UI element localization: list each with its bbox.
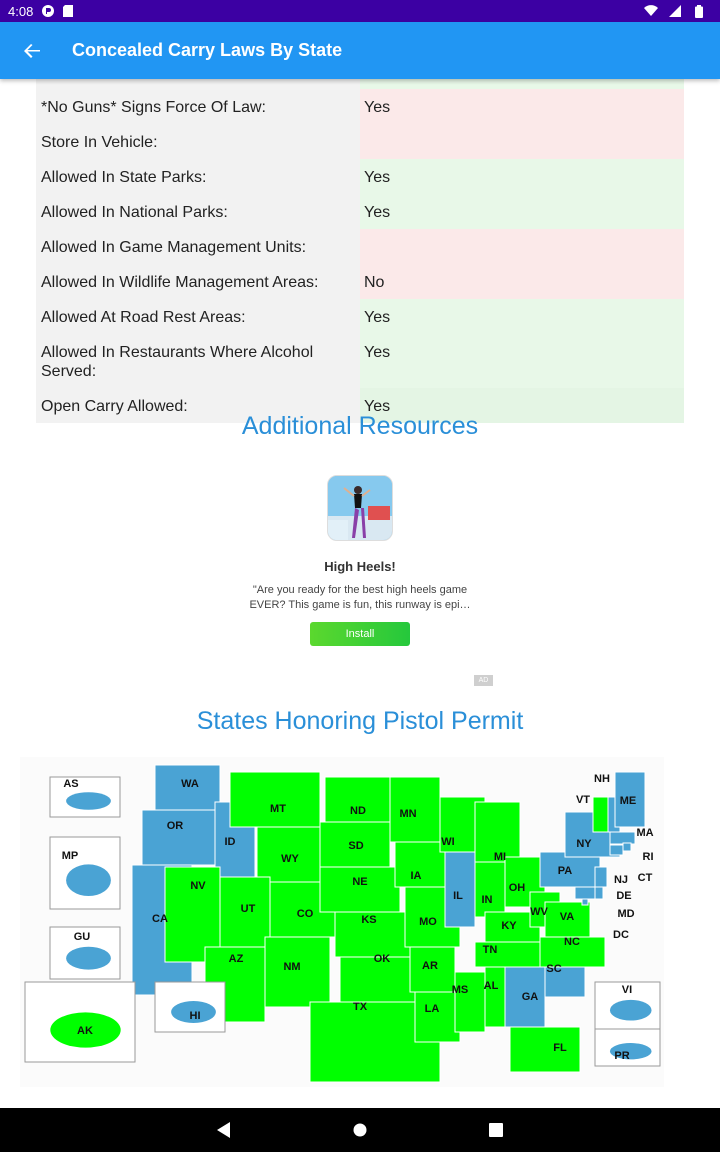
state-shape-la: [415, 992, 460, 1042]
ad-card[interactable]: [240, 475, 480, 646]
state-label-nh: NH: [594, 773, 610, 785]
state-label-wy: WY: [281, 853, 299, 865]
state-label-mn: MN: [399, 808, 417, 820]
state-label-nj: NJ: [613, 874, 629, 886]
state-label-ne: NE: [352, 876, 368, 888]
nav-recents-button[interactable]: [476, 1110, 516, 1150]
state-label-de: DE: [616, 890, 632, 902]
state-shape-fl: [510, 1027, 580, 1072]
state-label-ak: AK: [77, 1025, 93, 1037]
state-label-tn: TN: [482, 944, 498, 956]
state-label-wa: WA: [181, 778, 199, 790]
state-shape-as: [66, 792, 111, 810]
state-label-ga: GA: [521, 991, 539, 1003]
table-row: [36, 299, 684, 334]
state-label-md: MD: [617, 908, 635, 920]
table-row: [36, 334, 684, 388]
row-label: Store In Vehicle:: [36, 124, 360, 159]
ad-app-name: High Heels!: [324, 559, 396, 574]
ad-badge[interactable]: AD: [474, 675, 493, 686]
nav-home-button[interactable]: [340, 1110, 380, 1150]
row-value: Yes: [360, 388, 684, 423]
triangle-back-icon: [217, 1122, 231, 1138]
state-label-ny: NY: [576, 838, 592, 850]
resources-title: Additional Resources: [241, 412, 479, 440]
state-shape-ri: [623, 843, 631, 851]
state-label-mt: MT: [270, 803, 286, 815]
back-button[interactable]: [0, 22, 64, 79]
status-time: 4:08: [8, 3, 34, 19]
state-label-wv: WV: [530, 906, 548, 918]
row-value: [360, 229, 684, 264]
row-label: Allowed In Wildlife Management Areas:: [36, 264, 360, 299]
state-label-ms: MS: [451, 984, 469, 996]
state-label-as: AS: [63, 778, 79, 790]
state-label-ok: OK: [373, 953, 391, 965]
state-label-fl: FL: [553, 1042, 567, 1054]
state-label-ut: UT: [240, 903, 256, 915]
state-label-tx: TX: [352, 1001, 368, 1013]
signal-icon: [668, 4, 682, 18]
nav-back-button[interactable]: [204, 1110, 244, 1150]
state-label-va: VA: [559, 911, 575, 923]
state-label-nc: NC: [564, 936, 580, 948]
table-row: [36, 159, 684, 194]
map-title: States Honoring Pistol Permit: [196, 707, 524, 735]
state-label-vt: VT: [575, 794, 591, 806]
table-top-edge: [36, 79, 684, 89]
state-label-az: AZ: [228, 953, 244, 965]
state-label-mo: MO: [419, 916, 437, 928]
table-row: [36, 89, 684, 124]
state-shape-or: [142, 810, 217, 865]
state-label-ky: KY: [501, 920, 517, 932]
table-row: [36, 264, 684, 299]
state-shape-vt: [593, 797, 608, 832]
row-label: Allowed In Game Management Units:: [36, 229, 360, 264]
state-shape-vi: [610, 1000, 652, 1021]
state-label-wi: WI: [441, 836, 455, 848]
table-row: [36, 194, 684, 229]
ad-description: "Are you ready for the best high heels game EVER? This game is fun, this runway is epi…: [249, 584, 471, 611]
state-label-id: ID: [224, 836, 236, 848]
state-label-il: IL: [453, 890, 463, 902]
state-label-gu: GU: [73, 931, 91, 943]
state-label-nd: ND: [350, 805, 366, 817]
row-label: Allowed In National Parks:: [36, 194, 360, 229]
state-label-ma: MA: [636, 827, 654, 839]
state-label-mp: MP: [61, 850, 79, 862]
state-label-sd: SD: [348, 840, 364, 852]
state-label-nm: NM: [283, 961, 301, 973]
row-value: Yes: [360, 89, 684, 124]
table-row: [36, 124, 684, 159]
state-label-hi: HI: [189, 1010, 201, 1022]
state-shape-de: [595, 887, 603, 899]
back-arrow-icon: [23, 42, 41, 60]
row-label: Allowed In Restaurants Where Alcohol Served:: [36, 334, 360, 388]
state-label-sc: SC: [546, 963, 562, 975]
permit-map: [20, 757, 664, 1087]
state-label-ca: CA: [152, 913, 168, 925]
page-title: Concealed Carry Laws By State: [72, 40, 343, 60]
row-label: Allowed At Road Rest Areas:: [36, 299, 360, 334]
state-shape-ct: [610, 845, 623, 855]
install-button[interactable]: Install: [310, 622, 410, 646]
state-label-or: OR: [166, 820, 184, 832]
state-label-ia: IA: [410, 870, 422, 882]
state-label-la: LA: [424, 1003, 440, 1015]
row-value: No: [360, 264, 684, 299]
state-label-mi: MI: [493, 851, 507, 863]
state-shape-md: [575, 887, 595, 899]
sd-card-icon: [61, 4, 75, 18]
state-label-ct: CT: [637, 872, 653, 884]
state-label-nv: NV: [190, 880, 206, 892]
state-label-pa: PA: [557, 865, 573, 877]
state-shape-dc: [582, 899, 588, 905]
row-value: [360, 124, 684, 159]
status-right: [644, 4, 712, 18]
content-area[interactable]: [0, 79, 720, 1108]
row-value: Yes: [360, 334, 684, 388]
state-label-ri: RI: [642, 851, 654, 863]
state-shape-ma: [610, 832, 635, 844]
state-label-in: IN: [481, 894, 493, 906]
ad-app-icon[interactable]: [327, 475, 393, 541]
row-value: Yes: [360, 194, 684, 229]
state-label-dc: DC: [613, 929, 629, 941]
row-label: *No Guns* Signs Force Of Law:: [36, 89, 360, 124]
state-shape-nj: [595, 867, 607, 887]
row-label: Allowed In State Parks:: [36, 159, 360, 194]
table-row: [36, 229, 684, 264]
state-shape-ms: [455, 972, 485, 1032]
row-label: Open Carry Allowed:: [36, 388, 360, 423]
state-label-pr: PR: [614, 1050, 630, 1062]
state-label-al: AL: [483, 980, 499, 992]
notification-icon: [41, 4, 55, 18]
navigation-bar: [0, 1108, 720, 1152]
row-value: Yes: [360, 159, 684, 194]
state-shape-mp: [66, 864, 111, 896]
state-label-oh: OH: [508, 882, 526, 894]
state-shape-ne: [320, 867, 400, 912]
state-label-ks: KS: [361, 914, 377, 926]
laws-table: [36, 79, 684, 423]
square-recents-icon: [489, 1123, 503, 1137]
state-label-vi: VI: [621, 984, 633, 996]
battery-icon: [692, 4, 706, 18]
state-label-co: CO: [296, 908, 314, 920]
circle-home-icon: [353, 1123, 367, 1137]
status-bar: [0, 0, 720, 22]
state-shape-gu: [66, 947, 111, 970]
state-label-me: ME: [619, 795, 637, 807]
state-shape-in: [475, 862, 505, 917]
app-bar: [0, 22, 720, 79]
wifi-icon: [644, 4, 658, 18]
row-value: Yes: [360, 299, 684, 334]
state-label-ar: AR: [422, 960, 438, 972]
state-shape-mt: [230, 772, 320, 827]
